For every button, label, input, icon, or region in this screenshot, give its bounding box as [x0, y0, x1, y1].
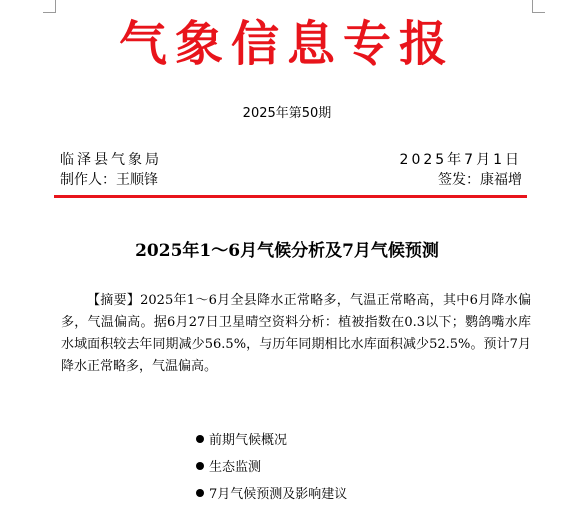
section-item: [196, 457, 347, 484]
page-corner-mark-left: [43, 0, 56, 13]
masthead-red-rule: [54, 195, 527, 198]
section-label: 前期气候概况: [209, 433, 288, 448]
bullet-dot-icon: [196, 489, 204, 497]
abstract-paragraph: 【摘要】2025年1～6月全县降水正常略多，气温正常略高，其中6月降水偏多，气温偏高。据6月27日卫星晴空资料分析：植被指数在0.3以下；鹦鸽嘴水库水域面积较去年同期减少56.5%，与历年同期相比水库面积减少52.5%。预计7月降水正常略多，气温偏高。: [61, 293, 531, 374]
masthead-title: 气象信息专报: [118, 16, 455, 72]
issue-date: 2025年7月1日: [399, 152, 522, 168]
section-label: 生态监测: [209, 460, 262, 475]
author-label: 制作人：王顺锋: [60, 172, 158, 188]
issuer-name: 临泽县气象局: [60, 152, 162, 168]
section-list: [196, 430, 347, 511]
report-title: 2025年1～6月气候分析及7月气候预测: [135, 241, 439, 261]
page-corner-mark-right: [532, 0, 545, 13]
approver-label: 签发：康福增: [438, 172, 522, 188]
bullet-dot-icon: [196, 435, 204, 443]
section-item: [196, 430, 347, 457]
section-item: [196, 484, 347, 511]
issue-number: 2025年第50期: [242, 106, 332, 121]
bullet-dot-icon: [196, 462, 204, 470]
section-label: 7月气候预测及影响建议: [209, 487, 348, 502]
